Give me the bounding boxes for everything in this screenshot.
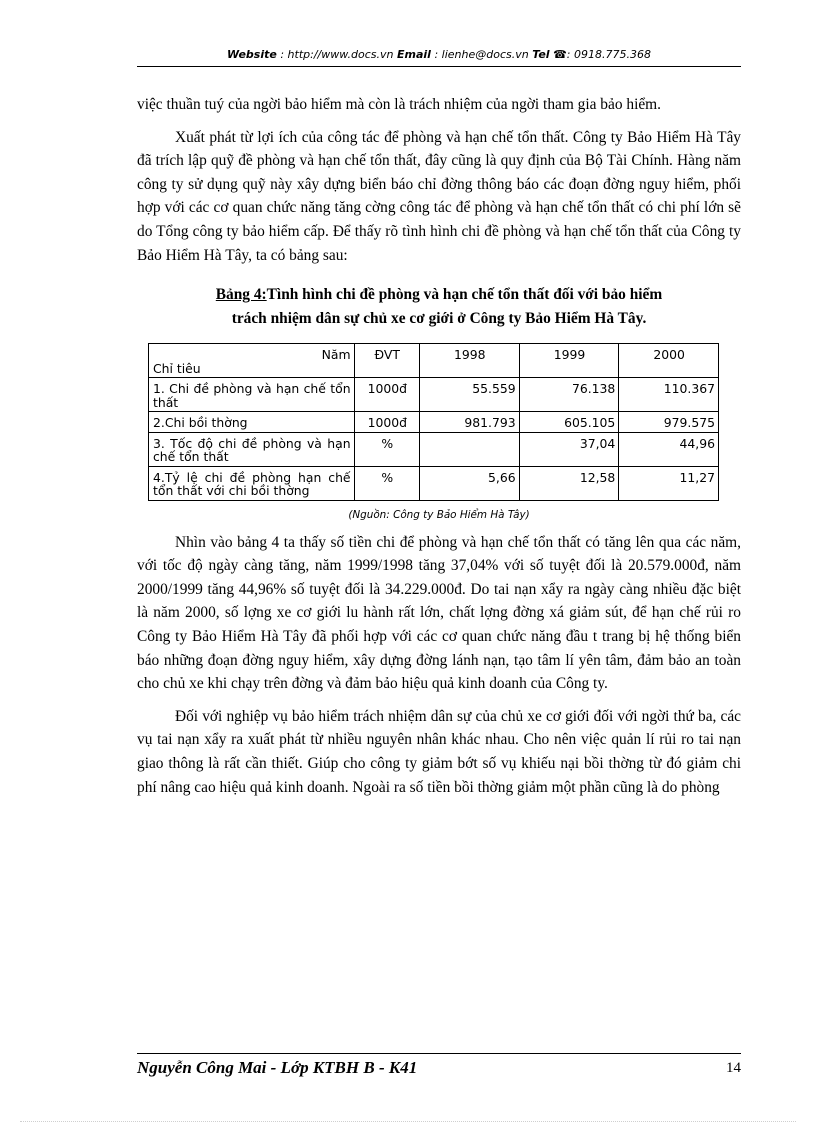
row-label: 3. Tốc độ chi đề phòng và hạn chế tổn thất [149,432,355,466]
page-edge [20,1121,796,1122]
row-value: 55.559 [419,378,519,412]
row-value: 37,04 [519,432,619,466]
row-value: 5,66 [419,466,519,500]
row-unit: 1000đ [354,412,419,433]
paragraph-2: Xuất phát từ lợi ích của công tác để phòng và hạn chế tổn thất. Công ty Bảo Hiểm Hà Tây đã trích lập quỹ đề phòng và hạn chế tổn thất, đây cũng là quy định của Bộ Tài Chính. Hàng năm công ty sử dụng quỹ này xây dựng biển báo chỉ đờng thông báo các đoạn đờng nguy hiểm, phối hợp với các cơ quan chức năng tăng cờng công tác để phòng và hạn chế tổn thất có chi phí lớn sẽ do Tổng công ty bảo hiểm cấp. Để thấy rõ tình hình chi đề phòng và hạn chế tổn thất của Công ty Bảo Hiểm Hà Tây, ta có bảng sau: [137,128,741,264]
table-title-line1: Tình hình chi đề phòng và hạn chế tổn thất đối với bảo hiểm [266,286,663,304]
table-title-line2: trách nhiệm dân sự chủ xe cơ giới ở Công ty Bảo Hiểm Hà Tây. [231,310,647,328]
table-row [149,432,719,466]
row-unit: 1000đ [354,378,419,412]
page-number: 14 [726,1060,741,1076]
header-indicator-cell [149,344,355,378]
document-body [137,93,741,808]
tel-value: ☎: 0918.775.368 [553,48,651,61]
table-row [149,378,719,412]
table-row [149,466,719,500]
footer-author: Nguyễn Công Mai - Lớp KTBH B - K41 [137,1058,418,1077]
row-label: 1. Chi đề phòng và hạn chế tổn thất [149,378,355,412]
row-value: 12,58 [519,466,619,500]
header-year: 2000 [619,344,719,378]
row-value: 981.793 [419,412,519,433]
header-divider [137,66,741,67]
header-year: 1998 [419,344,519,378]
row-unit: % [354,466,419,500]
page-header [137,48,741,61]
table-label: Bảng 4: [215,286,267,304]
paragraph-4: Đối với nghiệp vụ bảo hiểm trách nhiệm dân sự của chủ xe cơ giới đối với ngời thứ ba, các vụ tai nạn xẩy ra xuất phát từ nhiều nguyên nhân khác nhau. Cho nên việc quản lí rủi ro tai nạn giao thông là rất cần thiết. Giúp cho công ty giảm bớt số vụ khiếu nại bồi thờng từ đó giảm chi phí nâng cao hiệu quả kinh doanh. Ngoài ra số tiền bồi thờng giảm một phần cũng là do phòng [137,707,741,796]
row-label: 4.Tỷ lệ chi đề phòng hạn chế tổn thất với chi bồi thờng [149,466,355,500]
row-value: 979.575 [619,412,719,433]
email-value[interactable]: : lienhe@docs.vn [434,48,529,61]
tel-label: Tel [532,48,550,61]
header-year-label: Năm [321,347,351,363]
row-value: 76.138 [519,378,619,412]
table-source: (Nguồn: Công ty Bảo Hiểm Hà Tây) [348,508,530,521]
row-value [419,432,519,466]
row-unit: % [354,432,419,466]
row-value: 44,96 [619,432,719,466]
table-title [137,283,741,331]
table-row [149,412,719,433]
footer-divider [137,1053,741,1054]
website-label: Website [227,48,277,61]
paragraph-1: việc thuần tuý của ngời bảo hiểm mà còn là trách nhiệm của ngời tham gia bảo hiểm. [137,96,662,113]
website-value[interactable]: : http://www.docs.vn [280,48,394,61]
table-header-row [149,344,719,378]
row-value: 605.105 [519,412,619,433]
data-table [148,343,719,501]
row-value: 110.367 [619,378,719,412]
row-value: 11,27 [619,466,719,500]
header-unit: ĐVT [354,344,419,378]
paragraph-3: Nhìn vào bảng 4 ta thấy số tiền chi để phòng và hạn chế tổn thất có tăng lên qua các năm, với tốc độ ngày càng tăng, năm 1999/1998 tăng 37,04% với số tuyệt đối là 20.579.000đ, năm 2000/1999 tăng 44,96% số tuyệt đối là 34.229.000đ. Do tai nạn xẩy ra ngày càng nhiều đặc biệt là năm 2000, số lợng xe cơ giới lu hành rất lớn, chất lợng đờng xá giảm sút, để hạn chế rủi ro Công ty Bảo Hiểm Hà Tây đã phối hợp với các cơ quan chức năng đầu t trang bị hệ thống biển báo những đoạn đờng nguy hiểm, xây dựng đờng lánh nạn, tạo tâm lí yên tâm, đảm bảo an toàn cho chủ xe khi chạy trên đờng và đảm bảo hiệu quả kinh doanh của Công ty. [137,533,741,693]
row-label: 2.Chi bồi thờng [149,412,355,433]
header-year: 1999 [519,344,619,378]
email-label: Email [397,48,431,61]
header-indicator-label: Chỉ tiêu [153,360,201,376]
